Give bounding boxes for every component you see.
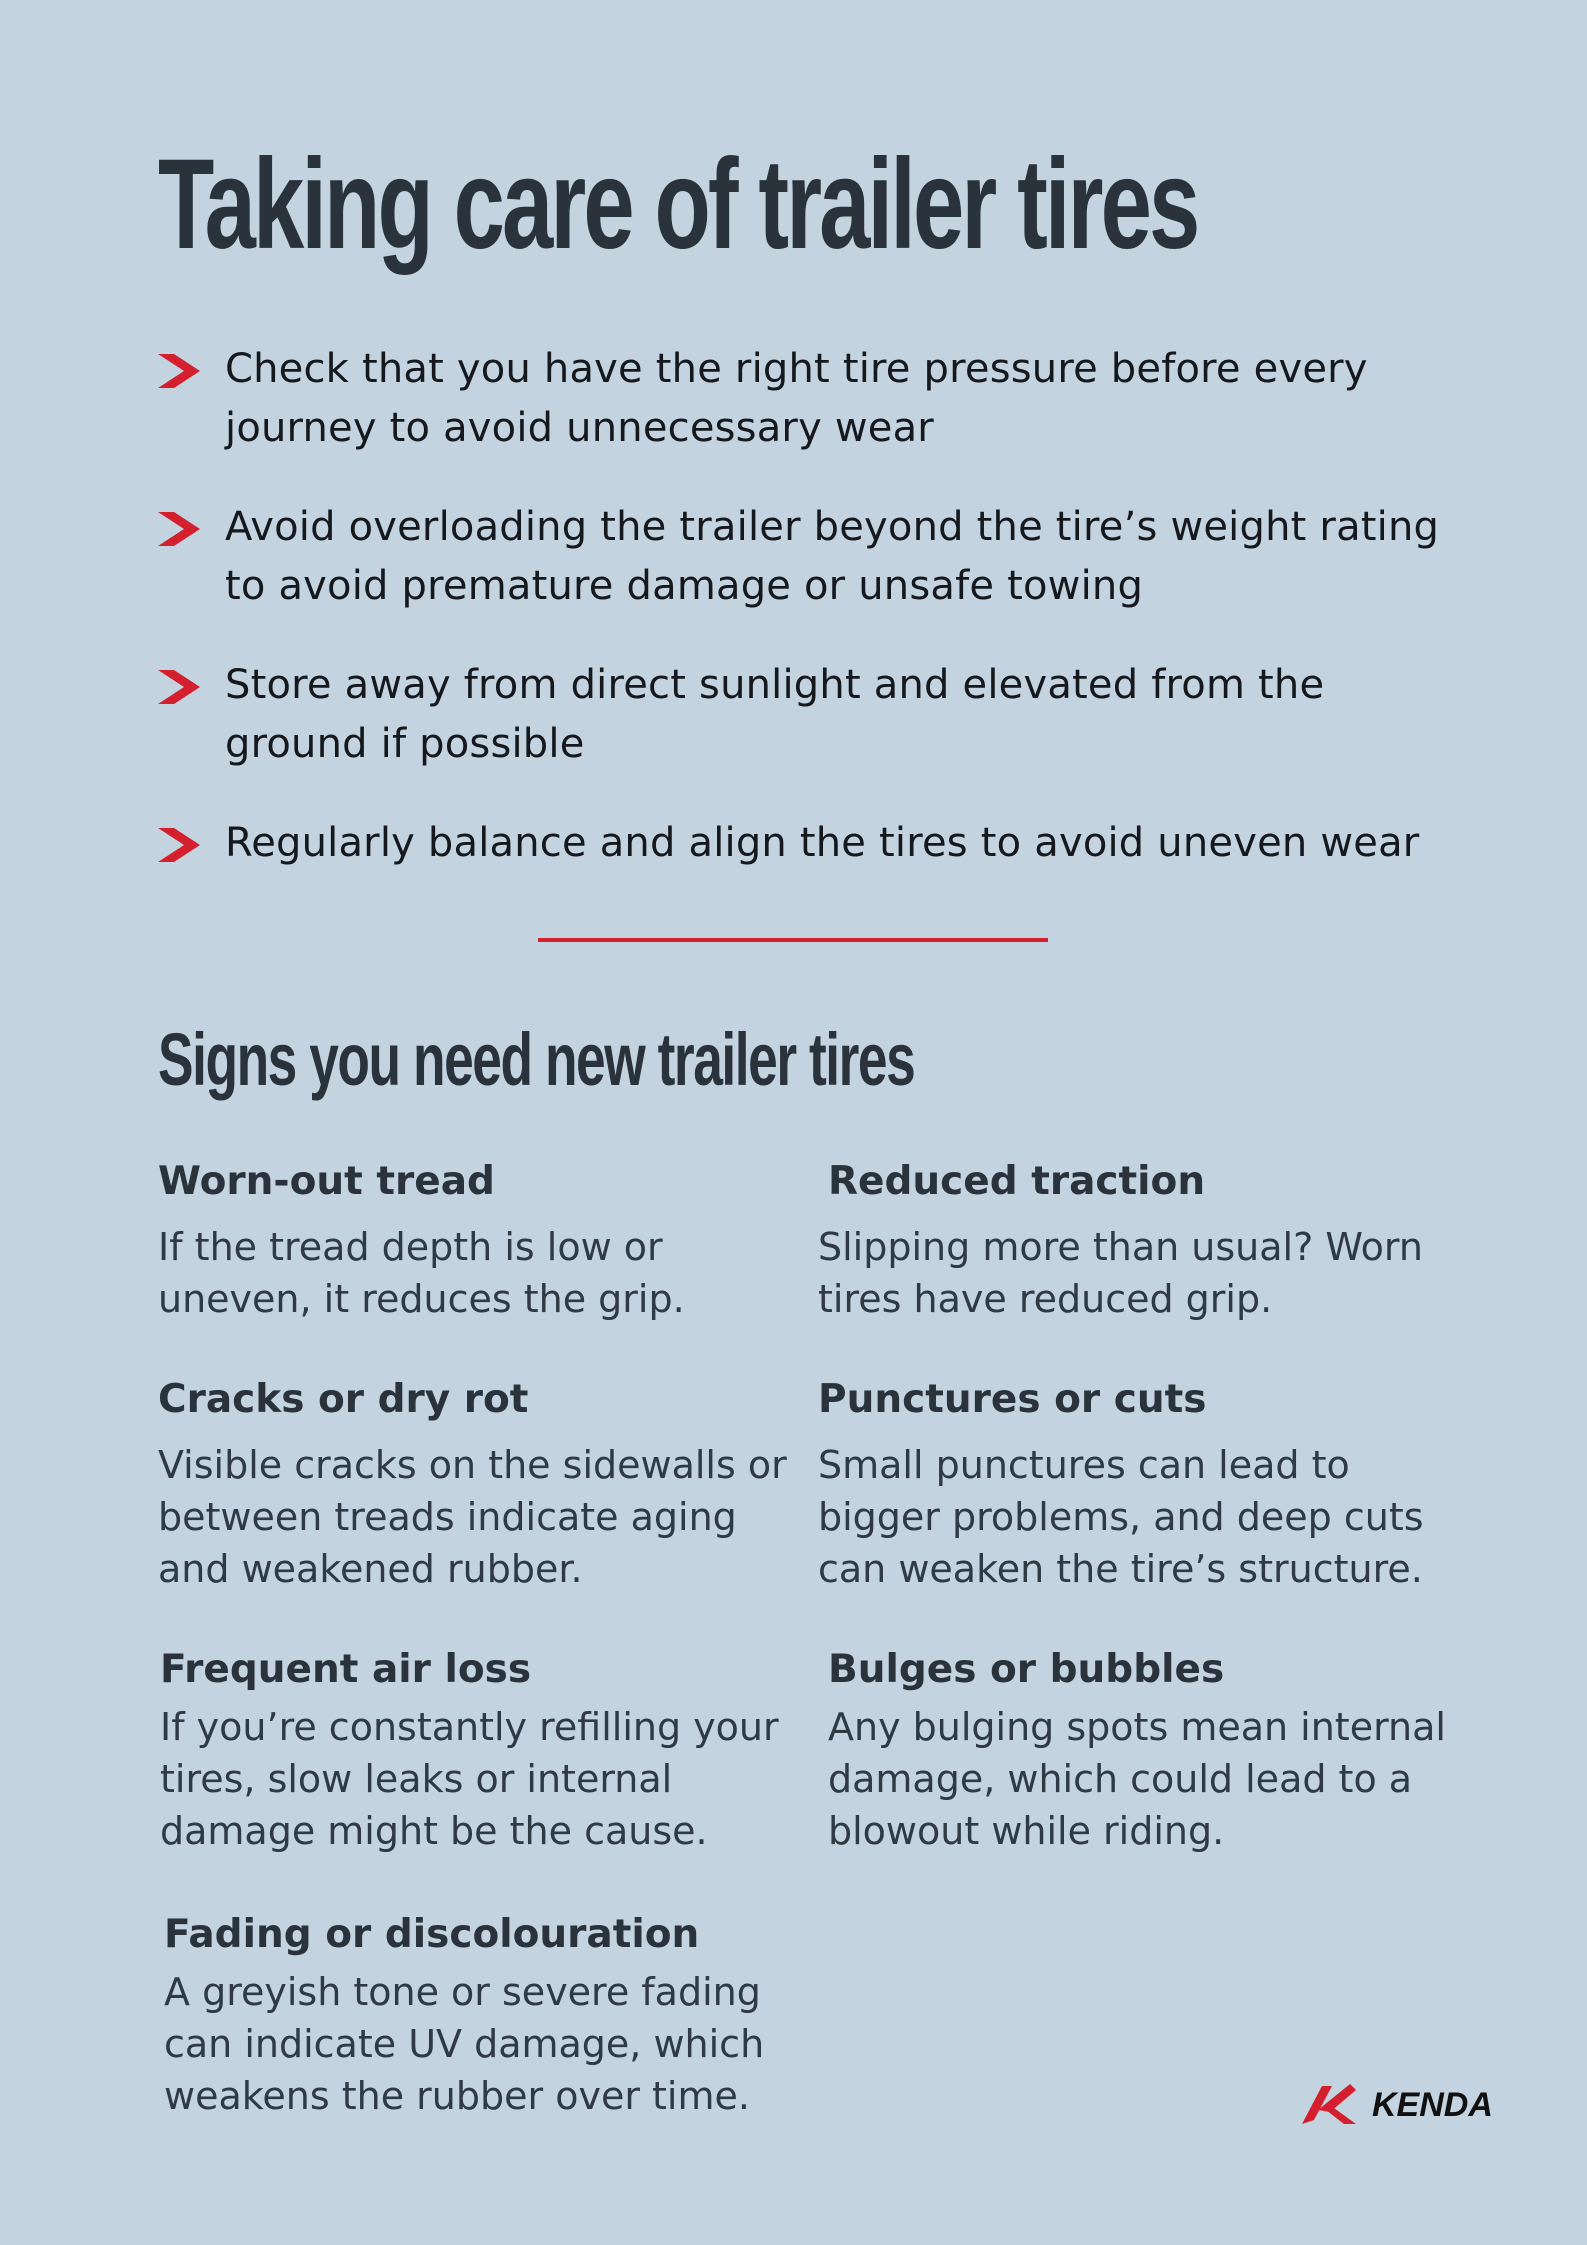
kenda-logo [1300, 2080, 1515, 2130]
sign-frequent-air-loss [160, 1645, 810, 1857]
sign-punctures-cuts [818, 1375, 1468, 1595]
sign-description: Any bulging spots mean internal damage, which could lead to a blowout while riding. [828, 1705, 1446, 1853]
tip-text: Check that you have the right tire pressure before every journey to avoid unnecessary wear [225, 346, 1368, 451]
chevron-right-icon [158, 512, 200, 546]
page-title: Taking care of trailer tires [158, 133, 1198, 276]
sign-heading: Frequent air loss [160, 1647, 532, 1692]
tip-item [158, 656, 1458, 774]
chevron-right-icon [158, 354, 200, 388]
kenda-logo-icon [1302, 2084, 1356, 2124]
tip-text: Avoid overloading the trailer beyond the tire’s weight rating to avoid premature damage or unsafe towing [225, 504, 1440, 609]
sign-heading: Bulges or bubbles [828, 1647, 1225, 1692]
tip-item [158, 340, 1458, 458]
tip-item [158, 814, 1458, 873]
sign-heading: Reduced traction [828, 1159, 1206, 1204]
sign-heading: Punctures or cuts [818, 1377, 1207, 1422]
tip-text: Store away from direct sunlight and elevated from the ground if possible [225, 662, 1325, 767]
tip-item [158, 498, 1458, 616]
section-divider [538, 938, 1048, 942]
sign-heading: Worn-out tread [158, 1159, 495, 1204]
sign-description: Slipping more than usual? Worn tires have reduced grip. [818, 1225, 1423, 1321]
signs-section-title: Signs you need new trailer tires [158, 1018, 915, 1101]
sign-description: A greyish tone or severe fading can indicate UV damage, which weakens the rubber over time. [164, 1970, 765, 2118]
tips-list [158, 340, 1458, 913]
sign-heading: Cracks or dry rot [158, 1377, 529, 1422]
sign-description: If the tread depth is low or uneven, it reduces the grip. [158, 1225, 685, 1321]
sign-fading-discolouration [164, 1910, 814, 2122]
sign-reduced-traction [818, 1157, 1468, 1325]
chevron-right-icon [158, 670, 200, 704]
sign-description: Small punctures can lead to bigger problems, and deep cuts can weaken the tire’s structure. [818, 1443, 1424, 1591]
logo-wordmark: KENDA [1372, 2086, 1493, 2124]
sign-description: If you’re constantly refilling your tires, slow leaks or internal damage might be the cause. [160, 1705, 779, 1853]
sign-description: Visible cracks on the sidewalls or between treads indicate aging and weakened rubber. [158, 1443, 787, 1591]
chevron-right-icon [158, 828, 200, 862]
sign-bulges-bubbles [828, 1645, 1478, 1857]
tip-text: Regularly balance and align the tires to avoid uneven wear [225, 820, 1420, 866]
sign-worn-out-tread [158, 1157, 808, 1325]
sign-cracks-dry-rot [158, 1375, 808, 1595]
sign-heading: Fading or discolouration [164, 1912, 700, 1957]
